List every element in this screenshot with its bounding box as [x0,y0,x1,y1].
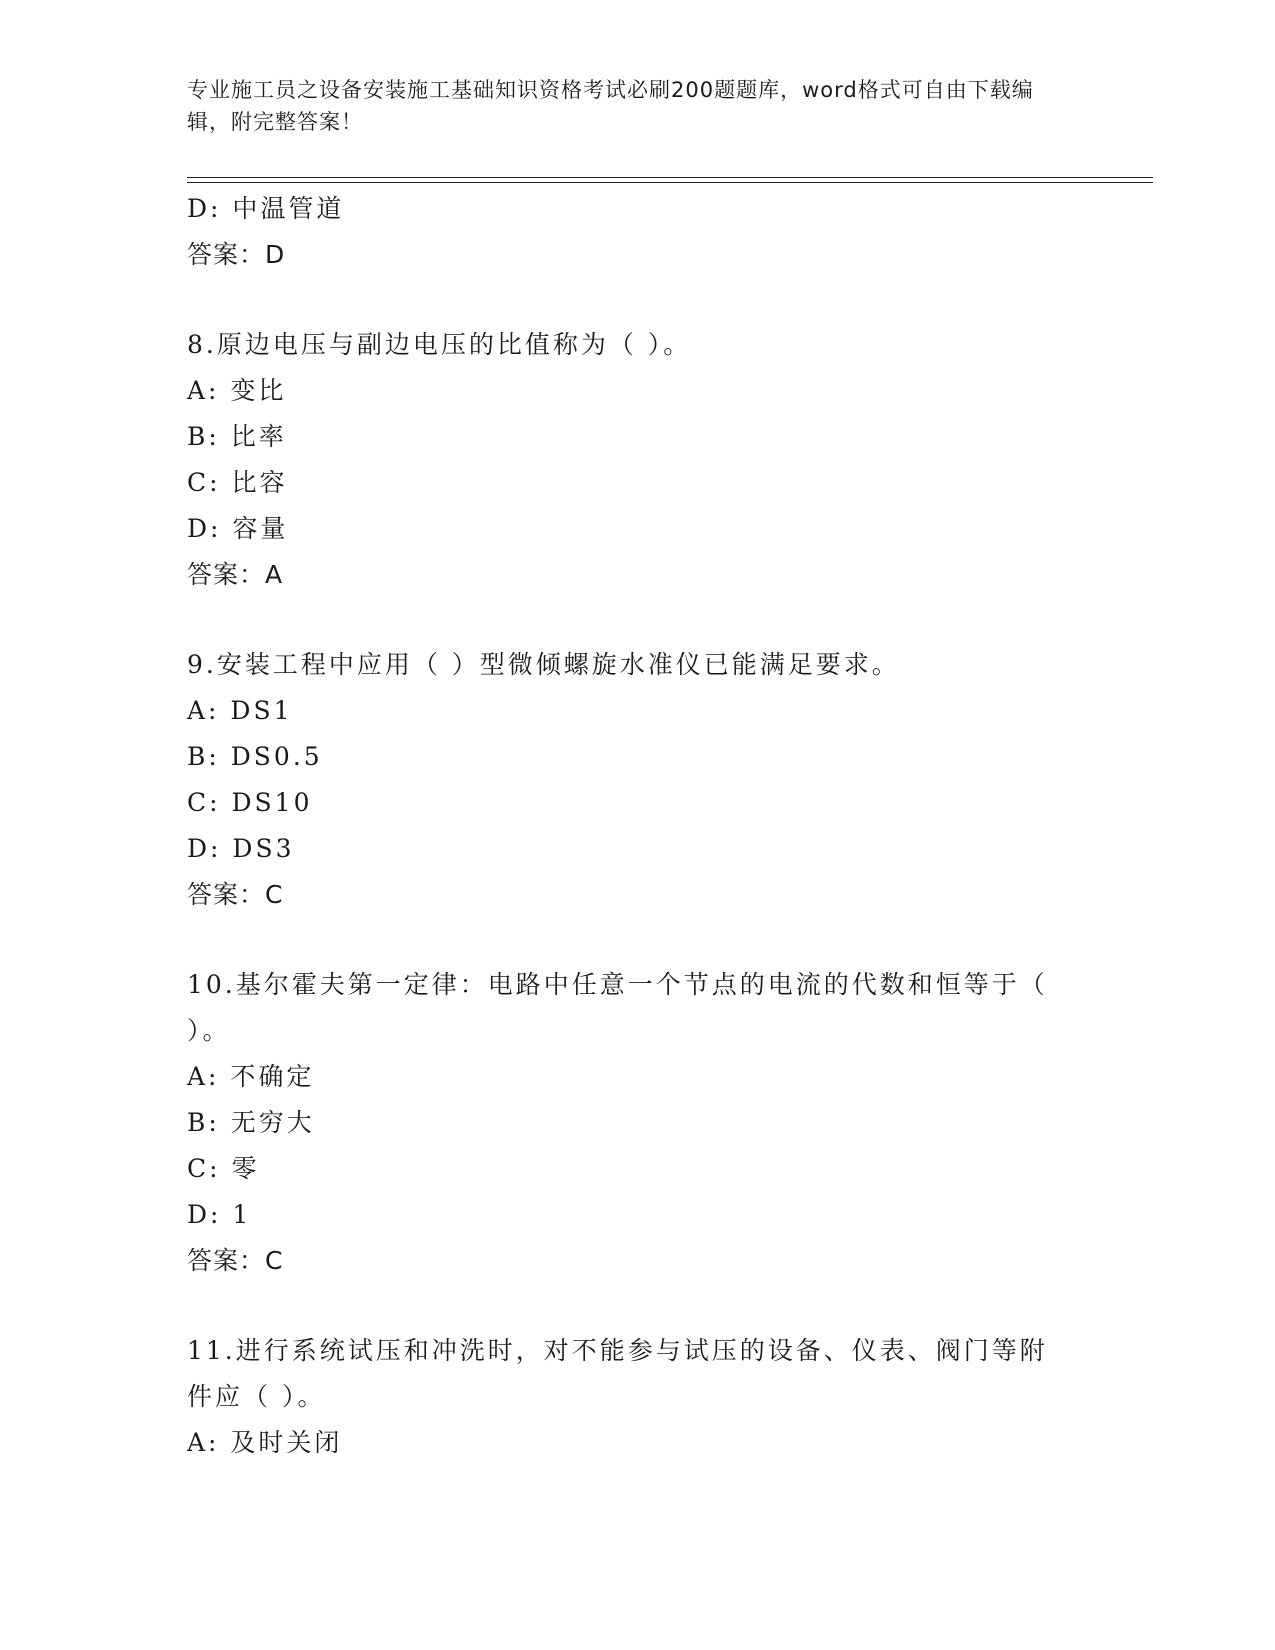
option-d: D: 1 [187,1200,252,1229]
answer-line: 答案：D [187,240,286,269]
question-text-line2: 件应（ ）。 [187,1382,326,1411]
option-b: B: 无穷大 [187,1108,315,1137]
header-rule-bottom [187,182,1153,183]
option-a: A: 不确定 [187,1062,315,1091]
answer-line: 答案：A [187,560,284,589]
question-content [187,186,1087,1466]
question-text: 8.原边电压与副边电压的比值称为（ ）。 [187,330,692,359]
option-a: A: DS1 [187,696,293,725]
spacer [187,278,1087,322]
option-a: A: 及时关闭 [187,1428,343,1457]
question-text-line1: 11.进行系统试压和冲洗时，对不能参与试压的设备、仪表、阀门等附 [187,1336,1048,1365]
option-d: D: DS3 [187,834,295,863]
spacer [187,918,1087,962]
header-rule-top [187,177,1153,178]
option-b: B: 比率 [187,422,287,451]
option-c: C: 比容 [187,468,288,497]
option-b: B: DS0.5 [187,742,323,771]
answer-line: 答案：C [187,880,284,909]
option-a: A: 变比 [187,376,287,405]
answer-line: 答案：C [187,1246,284,1275]
option-d: D: 容量 [187,514,289,543]
option-d: D: 中温管道 [187,194,345,223]
question-text-line2: ）。 [187,1016,231,1045]
option-c: C: DS10 [187,788,313,817]
question-text-line1: 10.基尔霍夫第一定律：电路中任意一个节点的电流的代数和恒等于（ [187,970,1048,999]
question-text: 9.安装工程中应用（ ）型微倾螺旋水准仪已能满足要求。 [187,650,900,679]
option-c: C: 零 [187,1154,260,1183]
spacer [187,598,1087,642]
document-header: 专业施工员之设备安装施工基础知识资格考试必刷200题题库，word格式可自由下载编辑，附完整答案！ [187,78,1034,134]
spacer [187,1284,1087,1328]
